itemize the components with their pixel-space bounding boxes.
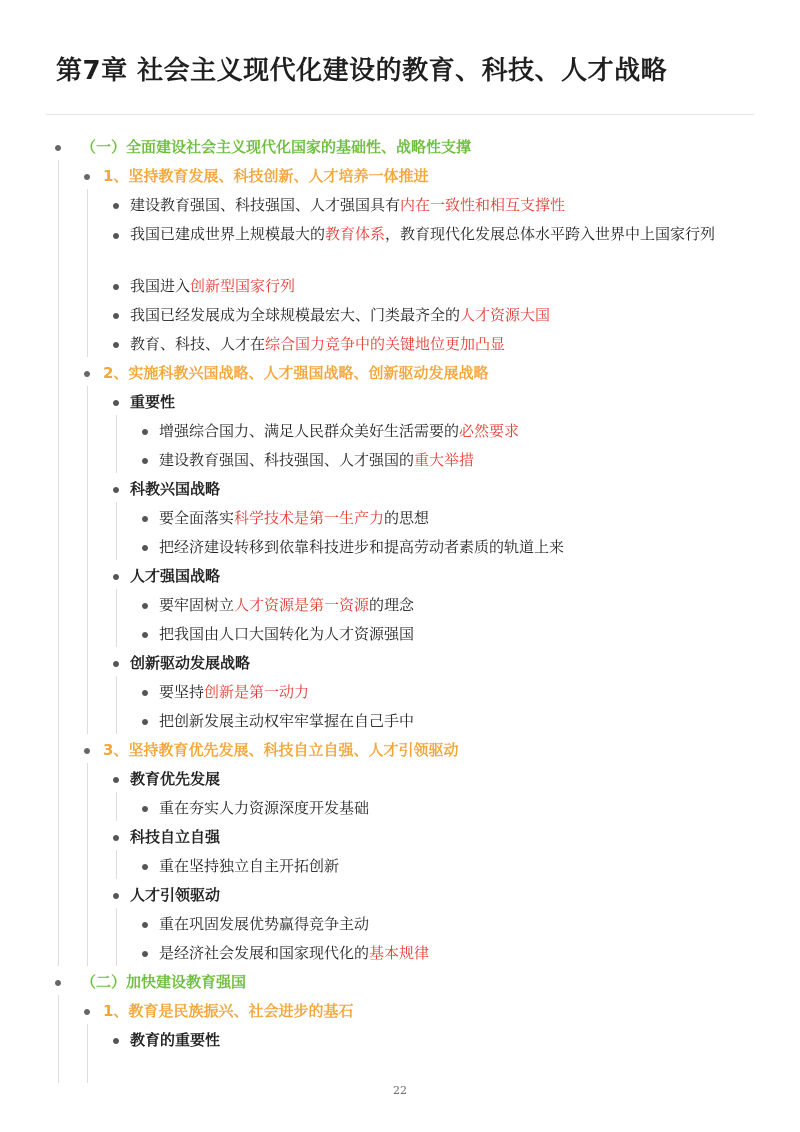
bullet-dot-icon	[142, 922, 148, 928]
outline-item-level-3	[0, 191, 800, 220]
bullet-dot-icon	[113, 1038, 119, 1044]
bullet-dot-icon	[142, 719, 148, 725]
outline-guide-line	[87, 763, 88, 966]
outline-item-level-4	[0, 446, 800, 475]
outline-item-text	[159, 707, 760, 736]
outline-item-level-4	[0, 910, 800, 939]
title-divider	[46, 114, 754, 115]
outline-item-level-3	[0, 330, 800, 359]
plain-text: 是经济社会发展和国家现代化的	[159, 944, 370, 962]
bullet-dot-icon	[113, 661, 119, 667]
bullet-dot-icon	[84, 371, 90, 377]
bullet-dot-icon	[142, 951, 148, 957]
outline-item-text	[159, 446, 760, 475]
highlight-text: 内在一致性和相互支撑性	[400, 196, 566, 214]
plain-text: 重在巩固发展优势赢得竞争主动	[159, 915, 370, 933]
highlight-text: 科学技术是第一生产力	[234, 509, 385, 527]
outline-guide-line	[87, 1024, 88, 1083]
bullet-dot-icon	[142, 603, 148, 609]
plain-text: 2、实施科教兴国战略、人才强国战略、创新驱动发展战略	[103, 364, 489, 382]
outline-item-level-4	[0, 678, 800, 707]
bullet-dot-icon	[113, 284, 119, 290]
outline-item-level-2	[0, 997, 800, 1026]
highlight-text: 必然要求	[459, 422, 520, 440]
highlight-text: 综合国力竞争中的关键地位更加凸显	[265, 335, 506, 353]
plain-text: 要牢固树立	[159, 596, 235, 614]
outline-item-text	[159, 417, 760, 446]
highlight-text: 重大举措	[414, 451, 475, 469]
outline-item-level-3	[0, 562, 800, 591]
highlight-text: 教育体系	[325, 225, 386, 243]
outline-guide-line	[58, 995, 59, 1083]
outline-item-text	[103, 359, 760, 388]
bullet-dot-icon	[55, 980, 61, 986]
outline-guide-line	[87, 386, 88, 734]
outline-item-level-3	[0, 649, 800, 678]
plain-text: 建设教育强国、科技强国、人才强国具有	[130, 196, 401, 214]
outline-item-text	[130, 823, 760, 852]
highlight-text: 人才资源大国	[460, 306, 551, 324]
bullet-dot-icon	[142, 545, 148, 551]
plain-text: 1、教育是民族振兴、社会进步的基石	[103, 1002, 354, 1020]
outline-guide-line	[87, 189, 88, 357]
outline-item-text	[103, 736, 760, 765]
outline-item-text	[130, 765, 760, 794]
plain-text: 教育的重要性	[130, 1031, 221, 1049]
outline-item-text	[130, 475, 760, 504]
plain-text: 教育优先发展	[130, 770, 221, 788]
outline-list	[0, 133, 800, 1055]
outline-item-level-4	[0, 591, 800, 620]
bullet-dot-icon	[142, 429, 148, 435]
plain-text: 的理念	[369, 596, 415, 614]
bullet-dot-icon	[113, 203, 119, 209]
bullet-dot-icon	[55, 145, 61, 151]
outline-item-level-3	[0, 823, 800, 852]
outline-item-text	[130, 330, 760, 359]
bullet-dot-icon	[113, 777, 119, 783]
plain-text: 科技自立自强	[130, 828, 221, 846]
plain-text: 人才引领驱动	[130, 886, 221, 904]
plain-text: 我国已经发展成为全球规模最宏大、门类最齐全的	[130, 306, 461, 324]
bullet-dot-icon	[84, 174, 90, 180]
bullet-dot-icon	[142, 458, 148, 464]
outline-item-level-1	[0, 133, 800, 162]
outline-item-text	[130, 301, 760, 330]
outline-item-text	[159, 591, 760, 620]
plain-text: （二）加快建设教育强国	[81, 973, 247, 991]
plain-text: 要坚持	[159, 683, 205, 701]
outline-item-text	[103, 162, 760, 191]
outline-item-text	[81, 968, 760, 997]
outline-guide-line	[116, 908, 117, 966]
page-title: 第7章 社会主义现代化建设的教育、科技、人才战略	[56, 56, 668, 86]
outline-item-level-4	[0, 417, 800, 446]
outline-item-text	[130, 562, 760, 591]
plain-text: 教育、科技、人才在	[130, 335, 266, 353]
outline-item-text	[159, 910, 760, 939]
outline-guide-line	[58, 160, 59, 966]
outline-item-level-4	[0, 533, 800, 562]
page-number: 22	[393, 1084, 407, 1097]
outline-item-text	[159, 504, 760, 533]
plain-text: （一）全面建设社会主义现代化国家的基础性、战略性支撑	[81, 138, 472, 156]
outline-guide-line	[116, 676, 117, 734]
bullet-dot-icon	[142, 632, 148, 638]
plain-text: 的思想	[384, 509, 430, 527]
bullet-dot-icon	[84, 1009, 90, 1015]
plain-text: 3、坚持教育优先发展、科技自立自强、人才引领驱动	[103, 741, 459, 759]
outline-item-level-4	[0, 707, 800, 736]
plain-text: 要全面落实	[159, 509, 235, 527]
outline-guide-line	[116, 792, 117, 821]
outline-item-text	[81, 133, 760, 162]
highlight-text: 创新是第一动力	[204, 683, 310, 701]
outline-item-level-4	[0, 852, 800, 881]
outline-item-text	[159, 620, 760, 649]
outline-item-text	[130, 191, 760, 220]
outline-item-text	[130, 272, 760, 301]
plain-text: 重在坚持独立自主开拓创新	[159, 857, 340, 875]
outline-guide-line	[116, 415, 117, 473]
plain-text: 把经济建设转移到依靠科技进步和提高劳动者素质的轨道上来	[159, 538, 565, 556]
bullet-dot-icon	[113, 835, 119, 841]
plain-text: 我国已建成世界上规模最大的	[130, 225, 326, 243]
outline-guide-line	[116, 850, 117, 879]
bullet-dot-icon	[142, 864, 148, 870]
bullet-dot-icon	[113, 342, 119, 348]
bullet-dot-icon	[113, 893, 119, 899]
outline-guide-line	[116, 589, 117, 647]
outline-item-level-3	[0, 388, 800, 417]
outline-item-text	[130, 388, 760, 417]
plain-text: 重在夯实人力资源深度开发基础	[159, 799, 370, 817]
outline-item-level-4	[0, 939, 800, 968]
outline-item-level-3	[0, 220, 800, 272]
plain-text: 重要性	[130, 393, 176, 411]
plain-text: 增强综合国力、满足人民群众美好生活需要的	[159, 422, 460, 440]
bullet-dot-icon	[113, 313, 119, 319]
bullet-dot-icon	[113, 400, 119, 406]
bullet-dot-icon	[113, 487, 119, 493]
outline-item-text	[159, 533, 760, 562]
plain-text: 科教兴国战略	[130, 480, 221, 498]
plain-text: 我国进入	[130, 277, 191, 295]
bullet-dot-icon	[113, 233, 119, 239]
plain-text: 创新驱动发展战略	[130, 654, 251, 672]
plain-text: 把我国由人口大国转化为人才资源强国	[159, 625, 415, 643]
bullet-dot-icon	[142, 516, 148, 522]
outline-item-text	[130, 1026, 760, 1055]
highlight-text: 创新型国家行列	[190, 277, 296, 295]
outline-guide-line	[116, 502, 117, 560]
outline-item-level-3	[0, 765, 800, 794]
bullet-dot-icon	[84, 748, 90, 754]
plain-text: 人才强国战略	[130, 567, 221, 585]
plain-text: 把创新发展主动权牢牢掌握在自己手中	[159, 712, 415, 730]
plain-text: ，教育现代化发展总体水平跨入世界中上国家行列	[385, 225, 716, 243]
highlight-text: 基本规律	[369, 944, 430, 962]
outline-item-text	[130, 649, 760, 678]
outline-item-level-2	[0, 162, 800, 191]
outline-item-level-3	[0, 301, 800, 330]
outline-item-level-2	[0, 359, 800, 388]
outline-item-level-4	[0, 504, 800, 533]
outline-item-text	[159, 939, 760, 968]
plain-text: 1、坚持教育发展、科技创新、人才培养一体推进	[103, 167, 429, 185]
outline-item-level-3	[0, 1026, 800, 1055]
highlight-text: 人才资源是第一资源	[234, 596, 370, 614]
outline-item-level-3	[0, 881, 800, 910]
outline-item-level-3	[0, 272, 800, 301]
outline-item-level-4	[0, 794, 800, 823]
outline-item-text	[103, 997, 760, 1026]
bullet-dot-icon	[142, 806, 148, 812]
outline-item-text	[159, 678, 760, 707]
outline-item-level-2	[0, 736, 800, 765]
plain-text: 建设教育强国、科技强国、人才强国的	[159, 451, 415, 469]
outline-item-text	[130, 223, 760, 246]
outline-item-level-1	[0, 968, 800, 997]
outline-item-text	[159, 852, 760, 881]
outline-item-level-3	[0, 475, 800, 504]
bullet-dot-icon	[142, 690, 148, 696]
outline-item-text	[130, 881, 760, 910]
bullet-dot-icon	[113, 574, 119, 580]
outline-item-level-4	[0, 620, 800, 649]
outline-item-text	[159, 794, 760, 823]
